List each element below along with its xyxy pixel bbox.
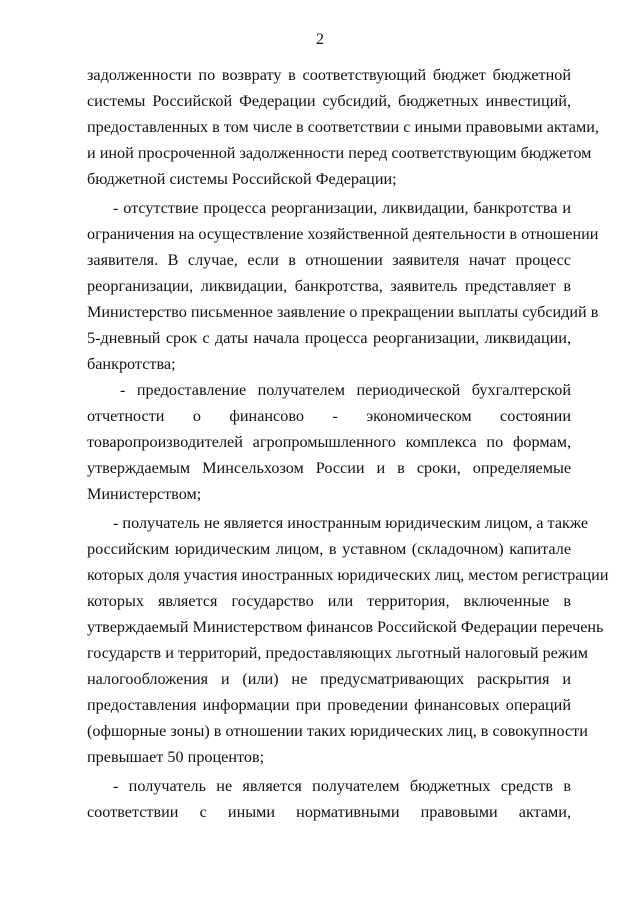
page-number: 2 [316,31,324,48]
text-line: российским юридическим лицом, в уставном (складочном) капитале [87,540,571,558]
text-line: которых является государство или территория, включенные в [87,592,571,610]
text-line: (офшорные зоны) в отношении таких юридических лиц, в совокупности [87,722,588,740]
text-line: ограничения на осуществление хозяйственной деятельности в отношении [87,225,599,243]
text-line: системы Российской Федерации субсидий, бюджетных инвестиций, [87,92,571,110]
text-line: утверждаемым Минсельхозом России и в сроки, определяемые [87,459,571,477]
text-line: 5-дневный срок с даты начала процесса реорганизации, ликвидации, [87,329,571,347]
text-line: задолженности по возврату в соответствующий бюджет бюджетной [87,66,571,84]
text-line: предоставленных в том числе в соответствии с иными правовыми актами, [87,118,599,136]
text-line: которых доля участия иностранных юридических лиц, местом регистрации [87,566,609,584]
paragraph-first-line: - предоставление получателем периодической бухгалтерской [120,381,571,399]
text-line: заявителя. В случае, если в отношении заявителя начат процесс [87,251,571,269]
text-line: банкротства; [87,355,176,373]
text-line: налогообложения и (или) не предусматривающих раскрытия и [87,670,571,688]
text-line: предоставления информации при проведении финансовых операций [87,696,571,714]
text-line: бюджетной системы Российской Федерации; [87,170,397,188]
text-line: превышает 50 процентов; [87,748,265,766]
text-line: утверждаемый Министерством финансов Российской Федерации перечень [87,618,604,636]
text-line: реорганизации, ликвидации, банкротства, заявитель представляет в [87,277,571,295]
paragraph-first-line: - получатель не является иностранным юридическим лицом, а также [113,514,589,532]
text-line: и иной просроченной задолженности перед соответствующим бюджетом [87,144,592,162]
text-line: государств и территорий, предоставляющих льготный налоговый режим [87,644,588,662]
text-line: Министерством; [87,485,202,503]
paragraph-first-line: - получатель не является получателем бюджетных средств в [113,777,571,795]
text-line: товаропроизводителей агропромышленного комплекса по формам, [87,433,571,451]
paragraph-first-line: - отсутствие процесса реорганизации, ликвидации, банкротства и [113,199,571,217]
text-line: Министерство письменное заявление о прекращении выплаты субсидий в [87,303,599,321]
text-line: соответствии с иными нормативными правовыми актами, [87,803,571,821]
text-line: отчетности о финансово - экономическом состоянии [87,407,571,425]
